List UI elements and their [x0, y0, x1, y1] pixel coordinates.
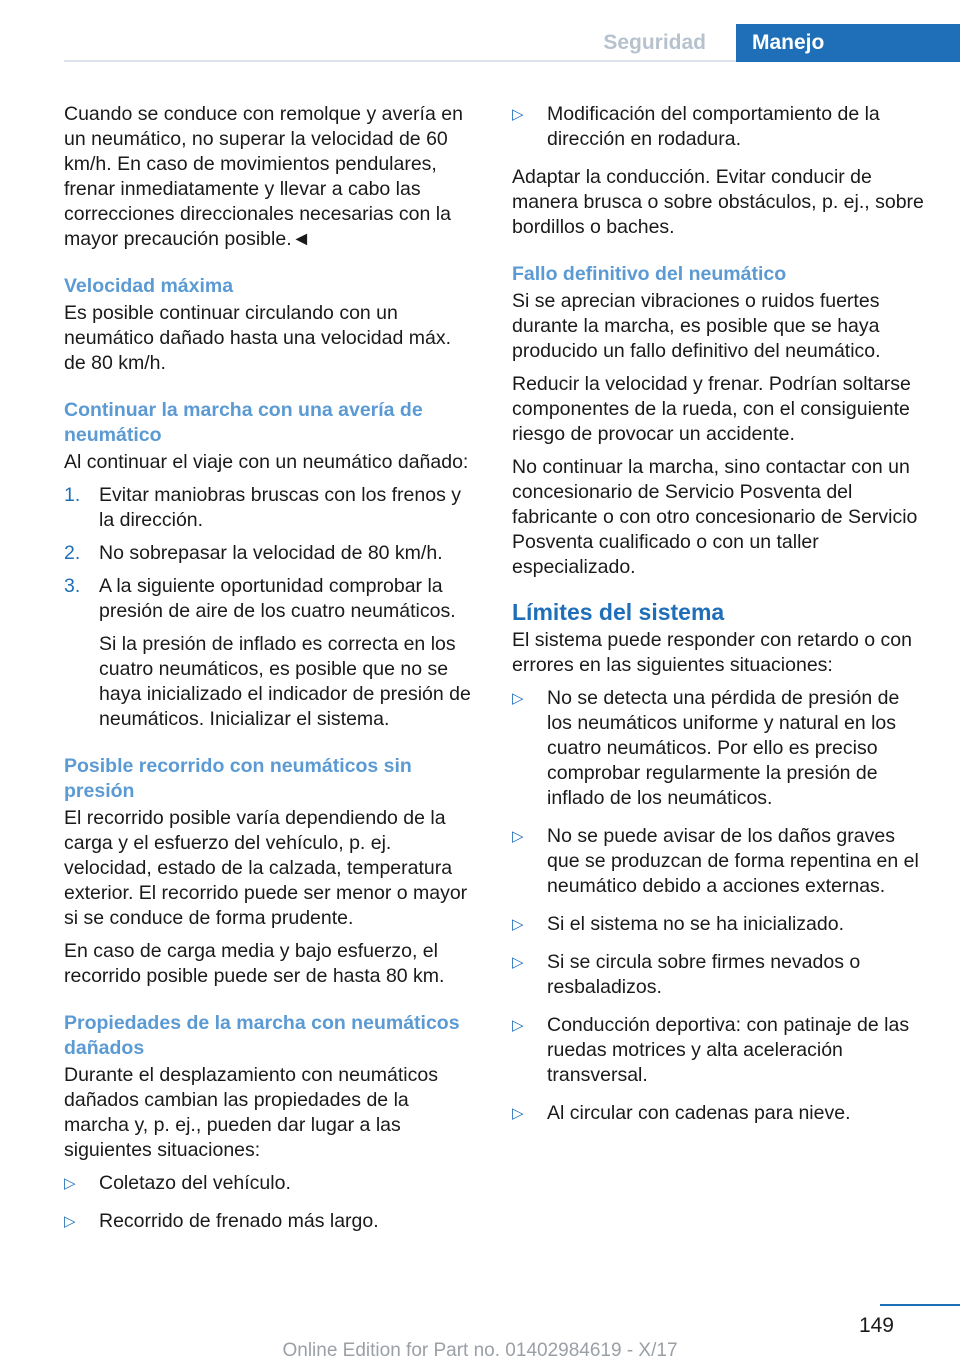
triangle-bullet-icon: ▷	[512, 690, 524, 707]
step-item	[64, 541, 476, 566]
list-item	[64, 1171, 476, 1196]
triangle-bullet-icon: ▷	[512, 1105, 524, 1122]
step-item	[64, 483, 476, 533]
step-number: 2.	[64, 542, 81, 564]
paragraph-limites: El sistema puede responder con retardo o con errores en las siguientes situaciones:	[512, 629, 912, 676]
heading-recorrido-sin-presion: Posible recorrido con neumáticos sin presión	[64, 755, 412, 802]
paragraph-velocidad-maxima: Es posible continuar circulando con un neumático dañado hasta una velocidad máx. de 80 km/h.	[64, 302, 452, 374]
list-item	[512, 824, 928, 899]
triangle-bullet-icon: ▷	[512, 828, 524, 845]
triangle-bullet-icon: ▷	[64, 1213, 76, 1230]
list-item	[64, 1209, 476, 1234]
triangle-bullet-icon: ▷	[512, 106, 524, 123]
list-item-text: Modificación del comportamiento de la dirección en rodadura.	[547, 103, 880, 150]
step-subtext: Si la presión de inflado es correcta en los cuatro neumáticos, es posible que no se haya inicializado el indicador de presión de neumáticos. Inicializar el sistema.	[99, 633, 471, 730]
list-item-text: No se puede avisar de los daños graves que se produzcan de forma repentina en el neumático debido a acciones externas.	[547, 825, 919, 897]
heading-continuar-marcha: Continuar la marcha con una avería de neumático	[64, 399, 423, 446]
right-top-bullet-list	[512, 102, 928, 152]
list-item	[512, 1101, 928, 1126]
intro-paragraph: Cuando se conduce con remolque y avería en un neumático, no superar la velocidad de 60 km/h. En caso de movimientos pendulares, frenar inmediatamente y llevar a cabo las correcciones direccionales necesarias con la mayor precaución posible.◄	[64, 103, 463, 250]
list-item-text: Conducción deportiva: con patinaje de las ruedas motrices y alta aceleración transversal.	[547, 1014, 910, 1086]
footer-rule	[880, 1304, 960, 1306]
paragraph-fallo-2: Reducir la velocidad y frenar. Podrían soltarse componentes de la rueda, con el consiguiente riesgo de provocar un accidente.	[512, 373, 911, 445]
step-number: 3.	[64, 575, 81, 597]
right-column	[512, 102, 928, 1139]
paragraph-continuar-marcha: Al continuar el viaje con un neumático dañado:	[64, 451, 469, 473]
steps-list	[64, 483, 476, 732]
tab-manejo[interactable]: Manejo	[736, 24, 960, 62]
list-item	[512, 912, 928, 937]
list-item-text: Si el sistema no se ha inicializado.	[547, 913, 844, 935]
paragraph-fallo-3: No continuar la marcha, sino contactar con un concesionario de Servicio Posventa del fabricante o con otro concesionario de Servicio Posventa cualificado o con un taller especializado.	[512, 456, 918, 578]
paragraph-fallo-1: Si se aprecian vibraciones o ruidos fuertes durante la marcha, es posible que se haya producido un fallo definitivo del neumático.	[512, 290, 881, 362]
paragraph-recorrido-2: En caso de carga media y bajo esfuerzo, el recorrido posible puede ser de hasta 80 km.	[64, 940, 445, 987]
left-column	[64, 102, 476, 1247]
list-item	[512, 1013, 928, 1088]
step-text: No sobrepasar la velocidad de 80 km/h.	[99, 542, 443, 564]
heading-limites-sistema: Límites del sistema	[512, 599, 725, 625]
list-item	[512, 102, 928, 152]
step-text: Evitar maniobras bruscas con los frenos y la dirección.	[99, 484, 461, 531]
step-text: A la siguiente oportunidad comprobar la presión de aire de los cuatro neumáticos.	[99, 575, 456, 622]
step-number: 1.	[64, 484, 81, 506]
left-bullet-list	[64, 1171, 476, 1234]
paragraph-recorrido-1: El recorrido posible varía dependiendo de la carga y el esfuerzo del vehículo, p. ej. velocidad, estado de la calzada, temperatura exterior. El recorrido puede ser menor o mayor si se conduce de forma prudente.	[64, 807, 468, 929]
tab-seguridad[interactable]: Seguridad	[603, 31, 706, 54]
triangle-bullet-icon: ▷	[64, 1175, 76, 1192]
heading-propiedades-marcha: Propiedades de la marcha con neumáticos dañados	[64, 1012, 460, 1059]
right-bullet-list	[512, 686, 928, 1126]
triangle-bullet-icon: ▷	[512, 954, 524, 971]
page-number: 149	[858, 1314, 894, 1337]
list-item-text: Coletazo del vehículo.	[99, 1172, 291, 1194]
list-item	[512, 686, 928, 811]
list-item-text: Al circular con cadenas para nieve.	[547, 1102, 851, 1124]
triangle-bullet-icon: ▷	[512, 916, 524, 933]
paragraph-adaptar: Adaptar la conducción. Evitar conducir de manera brusca o sobre obstáculos, p. ej., sobre bordillos o baches.	[512, 166, 924, 238]
heading-velocidad-maxima: Velocidad máxima	[64, 275, 234, 297]
paragraph-propiedades: Durante el desplazamiento con neumáticos dañados cambian las propiedades de la marcha y, p. ej., pueden dar lugar a las siguientes situaciones:	[64, 1064, 438, 1161]
triangle-bullet-icon: ▷	[512, 1017, 524, 1034]
list-item-text: No se detecta una pérdida de presión de los neumáticos uniforme y natural en los cuatro neumáticos. Por ello es preciso comprobar regularmente la presión de inflado de los neumáticos.	[547, 687, 900, 809]
footer-edition: Online Edition for Part no. 01402984619 - X/17	[282, 1340, 678, 1361]
list-item-text: Recorrido de frenado más largo.	[99, 1210, 379, 1232]
list-item-text: Si se circula sobre firmes nevados o resbaladizos.	[547, 951, 861, 998]
list-item	[512, 950, 928, 1000]
heading-fallo-definitivo: Fallo definitivo del neumático	[512, 263, 787, 285]
step-item	[64, 574, 476, 732]
